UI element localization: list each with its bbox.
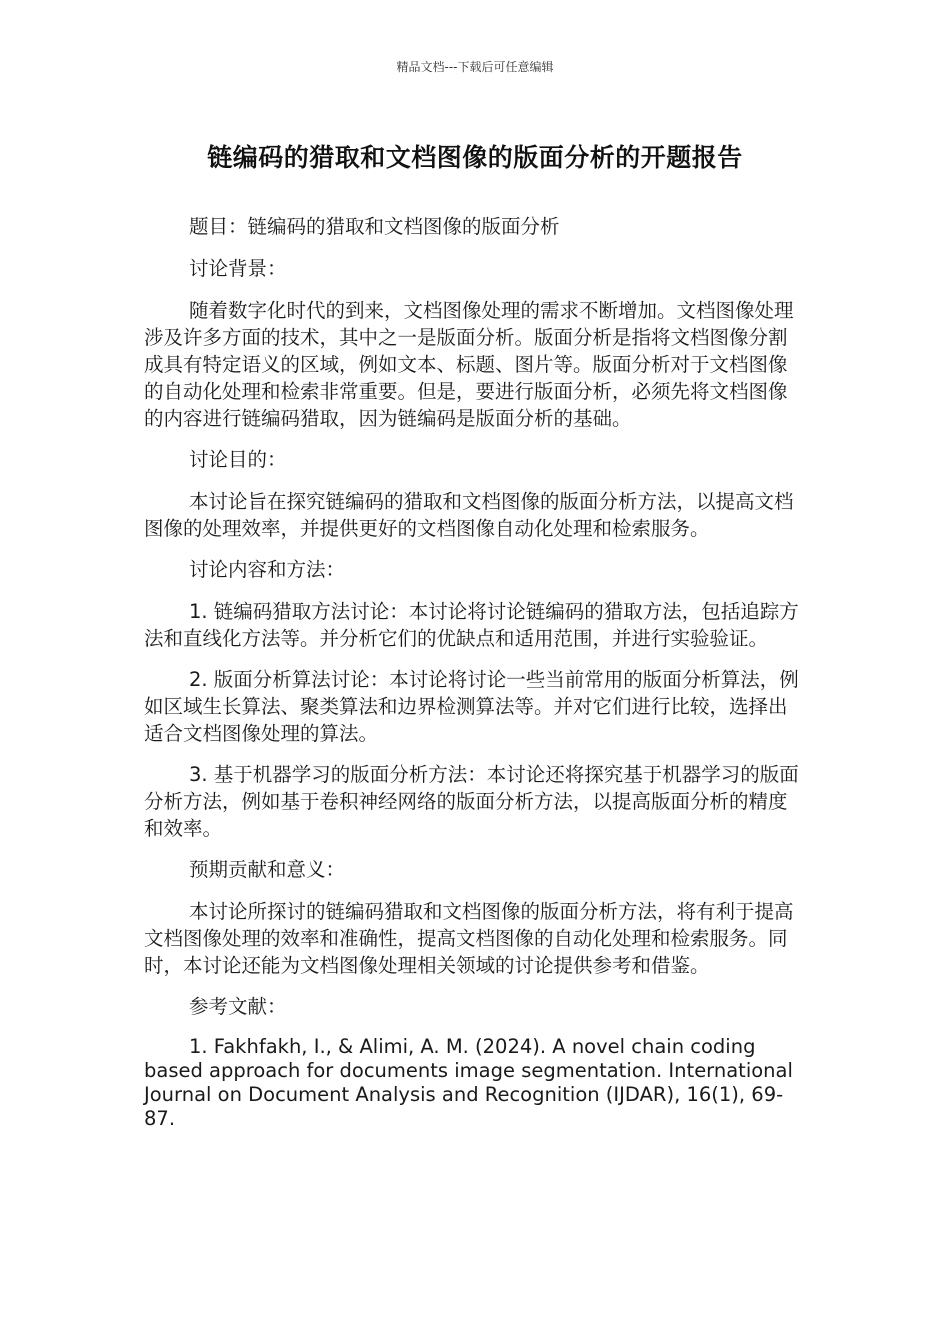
references-heading: 参考文献： [189, 995, 287, 1018]
background-heading: 讨论背景： [189, 257, 287, 280]
content-item-2: 2. 版面分析算法讨论：本讨论将讨论一些当前常用的版面分析算法，例如区域生长算法、聚类算法和边界检测算法等。并对它们进行比较，选择出适合文档图像处理的算法。 [144, 668, 799, 745]
content-heading: 讨论内容和方法： [189, 558, 346, 581]
document-title: 链编码的猎取和文档图像的版面分析的开题报告 [207, 143, 743, 172]
purpose-paragraph: 本讨论旨在探究链编码的猎取和文档图像的版面分析方法，以提高文档图像的处理效率，并提供更好的文档图像自动化处理和检索服务。 [144, 490, 794, 540]
background-paragraph: 随着数字化时代的到来，文档图像处理的需求不断增加。文档图像处理涉及许多方面的技术，其中之一是版面分析。版面分析是指将文档图像分割成具有特定语义的区域，例如文本、标题、图片等。版面分析对于文档图像的自动化处理和检索非常重要。但是，要进行版面分析，必须先将文档图像的内容进行链编码猎取，因为链编码是版面分析的基础。 [144, 299, 794, 430]
significance-paragraph: 本讨论所探讨的链编码猎取和文档图像的版面分析方法，将有利于提高文档图像处理的效率和准确性，提高文档图像的自动化处理和检索服务。同时，本讨论还能为文档图像处理相关领域的讨论提供参考和借鉴。 [144, 900, 794, 977]
significance-heading: 预期贡献和意义： [189, 858, 346, 881]
topic-line: 题目：链编码的猎取和文档图像的版面分析 [189, 215, 560, 238]
document-body [144, 213, 806, 1145]
content-item-3: 3. 基于机器学习的版面分析方法：本讨论还将探究基于机器学习的版面分析方法，例如基于卷积神经网络的版面分析方法，以提高版面分析的精度和效率。 [144, 763, 799, 840]
reference-item-1: 1. Fakhfakh, I., & Alimi, A. M. (2024). A novel chain coding based approach for documents image segmentation. International Journal on Document Analysis and Recognition (IJDAR), 16(1), 69-87. [144, 1035, 793, 1130]
purpose-heading: 讨论目的： [189, 448, 287, 471]
content-item-1: 1. 链编码猎取方法讨论：本讨论将讨论链编码的猎取方法，包括追踪方法和直线化方法等。并分析它们的优缺点和适用范围，并进行实验验证。 [144, 600, 799, 650]
header-note: 精品文档---下载后可任意编辑 [396, 60, 554, 74]
